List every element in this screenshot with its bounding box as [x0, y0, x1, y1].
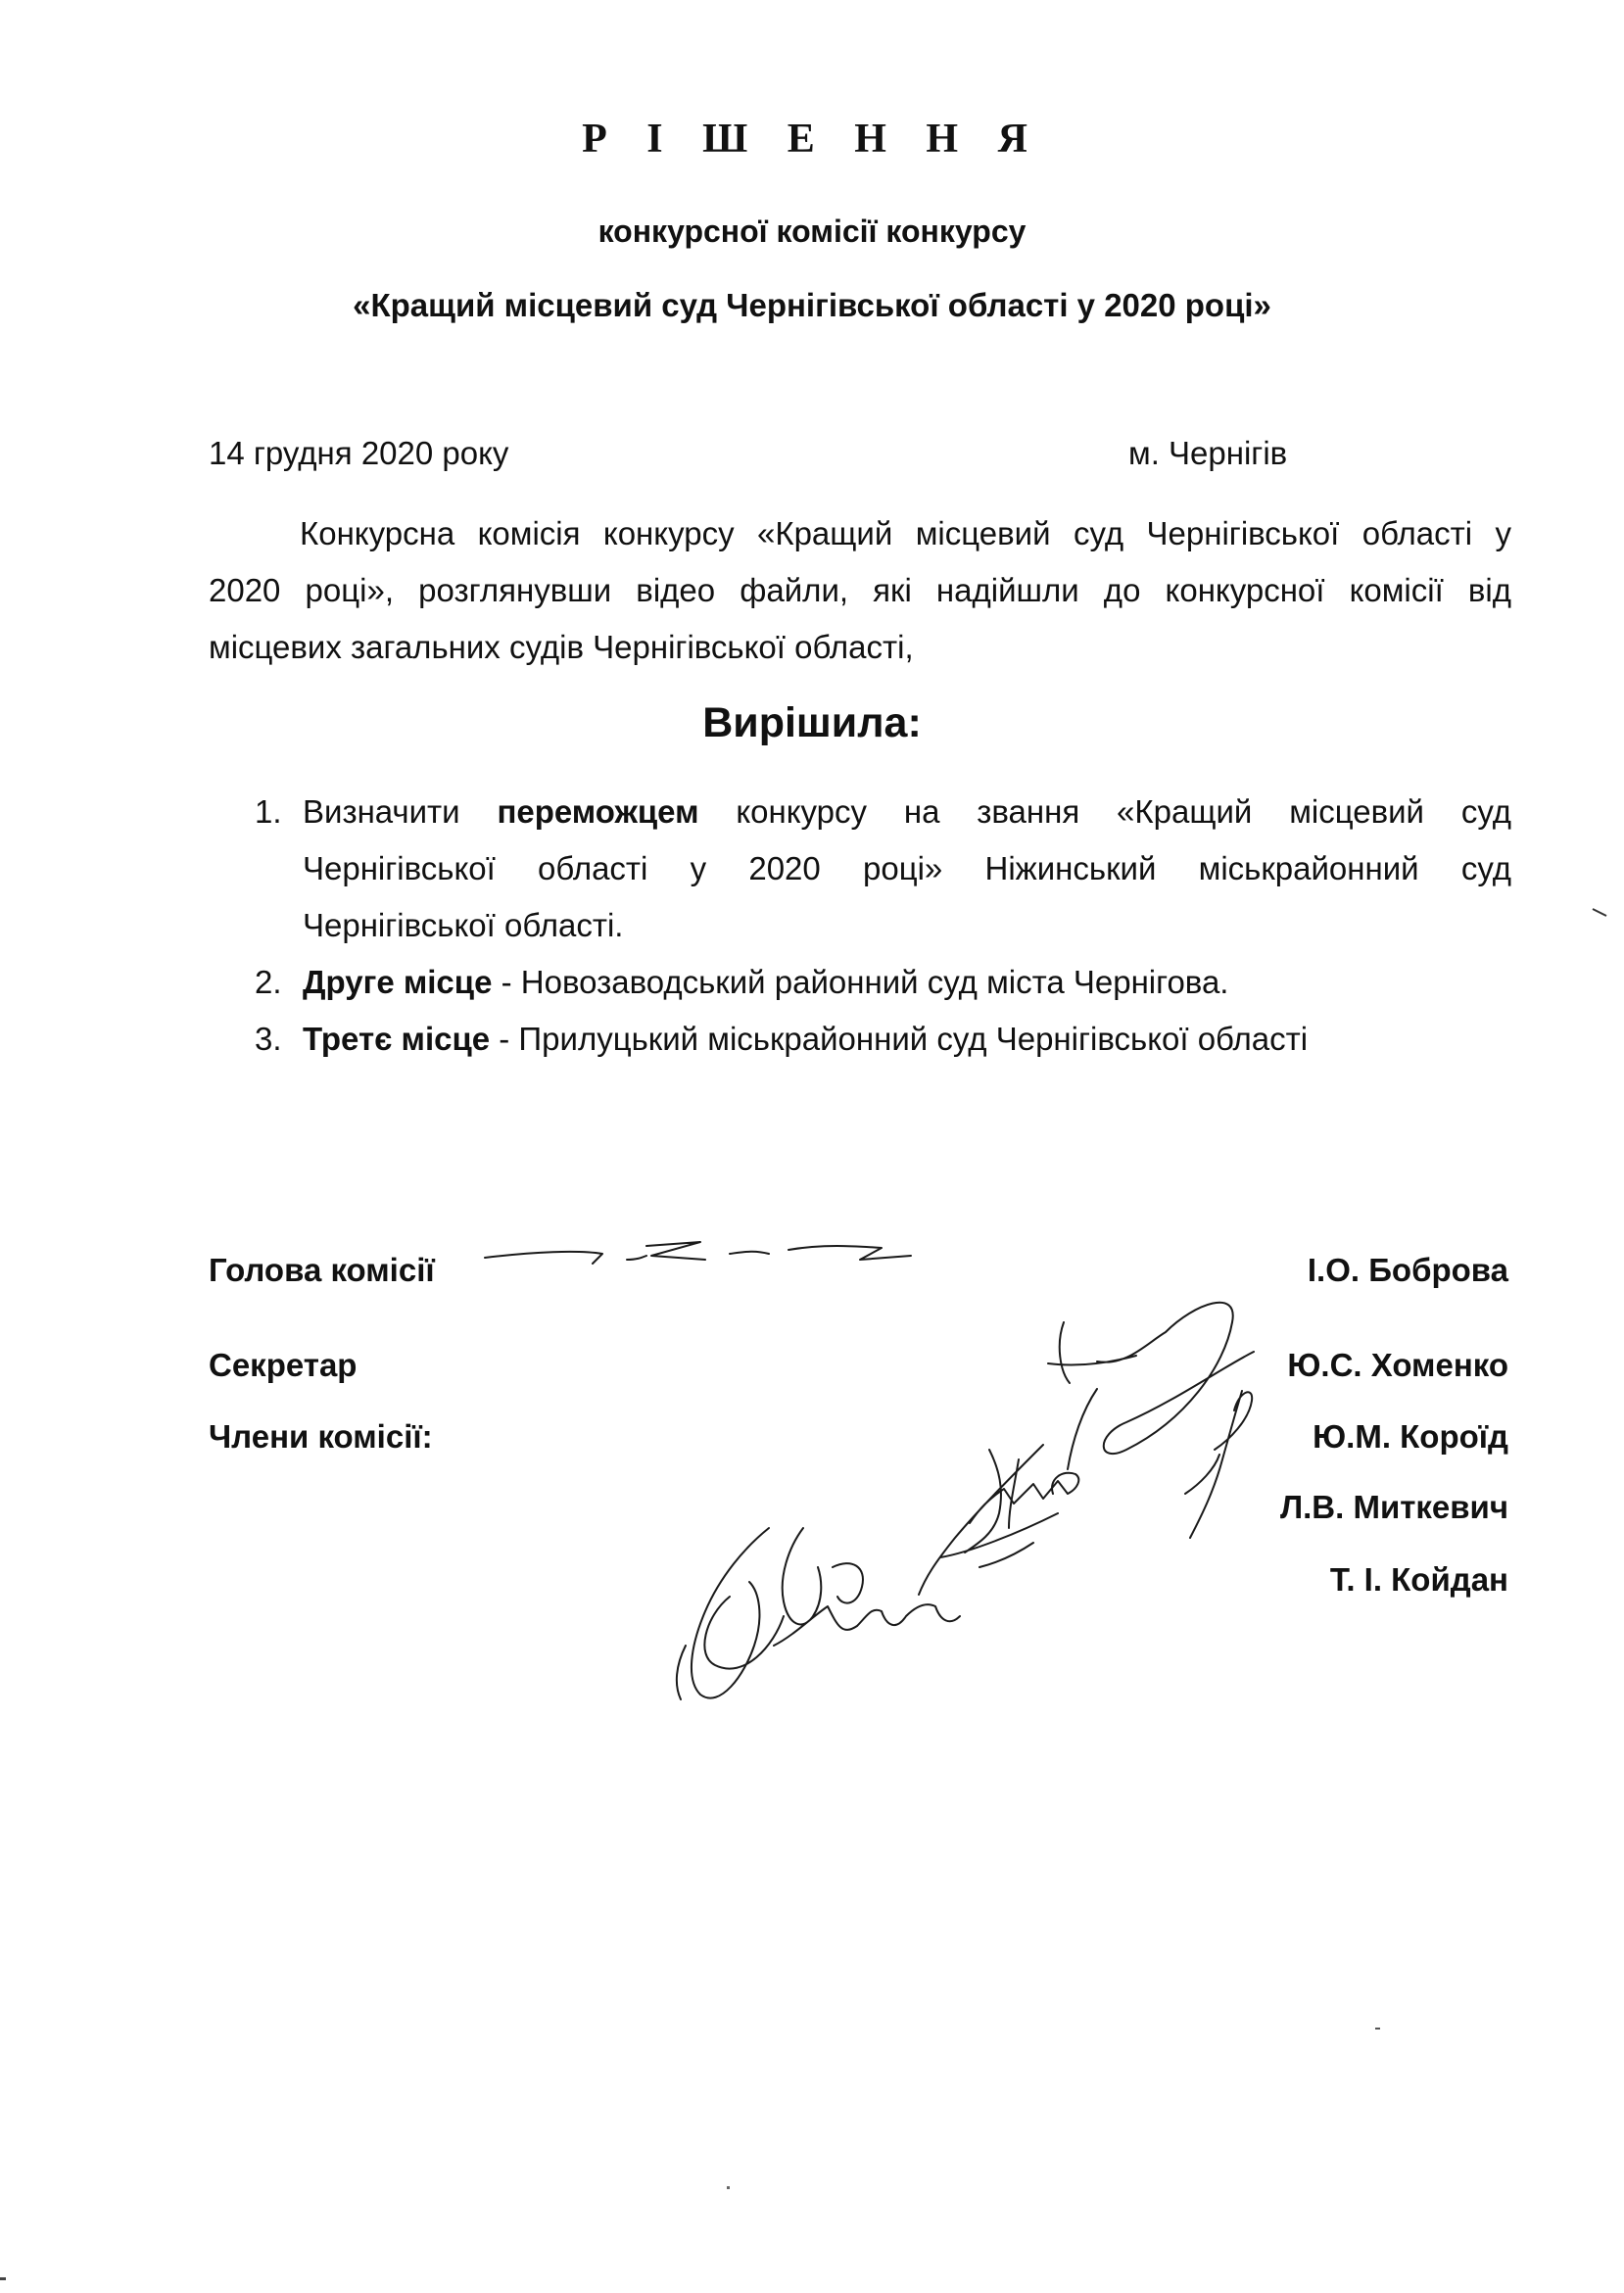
document-title: Р І Ш Е Н Н Я [582, 117, 1042, 162]
item-number: 3. [255, 1021, 282, 1057]
item-bold-text: Друге місце [303, 964, 493, 1000]
signatory-role: Голова комісії [209, 1252, 435, 1288]
competition-name: «Кращий місцевий суд Чернігівської області у 2020 році» [353, 287, 1271, 323]
signatory-role: Члени комісії: [209, 1418, 433, 1455]
decision-heading: Вирішила: [702, 699, 922, 746]
intro-line: Конкурсна комісія конкурсу «Кращий місцевий суд Чернігівської області у [300, 515, 1511, 551]
signatory-name: Л.В. Миткевич [1279, 1489, 1508, 1525]
item-bold-text: переможцем [497, 793, 699, 830]
item-text: Визначити [303, 793, 498, 830]
item-text: конкурсу на звання «Кращий місцевий суд [698, 793, 1511, 830]
document-city: м. Чернігів [1128, 435, 1288, 471]
item-number: 1. [255, 793, 282, 830]
item-number: 2. [255, 964, 282, 1000]
signatory-name: І.О. Боброва [1307, 1252, 1508, 1288]
item-line: Чернігівської області. [303, 907, 624, 943]
signatory-name: Ю.С. Хоменко [1287, 1347, 1508, 1383]
scan-speck [1593, 909, 1606, 916]
signatory-name: Т. І. Койдан [1329, 1561, 1508, 1598]
scan-speck [0, 2277, 6, 2280]
scan-speck [727, 2186, 730, 2189]
signatory-role: Секретар [209, 1347, 358, 1383]
scan-speck [1375, 2028, 1380, 2030]
document-subtitle: конкурсної комісії конкурсу [597, 214, 1027, 249]
document-date: 14 грудня 2020 року [209, 435, 509, 471]
signatory-name: Ю.М. Короїд [1313, 1418, 1508, 1455]
item-line: Чернігівської області у 2020 році» Ніжинський міськрайонний суд [303, 850, 1511, 886]
item-text: - Прилуцький міськрайонний суд Чернігівської області [490, 1021, 1309, 1057]
item-text: - Новозаводський районний суд міста Чернігова. [492, 964, 1229, 1000]
intro-line: місцевих загальних судів Чернігівської області, [209, 629, 914, 665]
intro-line: 2020 році», розглянувши відео файли, які надійшли до конкурсної комісії від [209, 572, 1511, 608]
item-bold-text: Третє місце [303, 1021, 491, 1057]
